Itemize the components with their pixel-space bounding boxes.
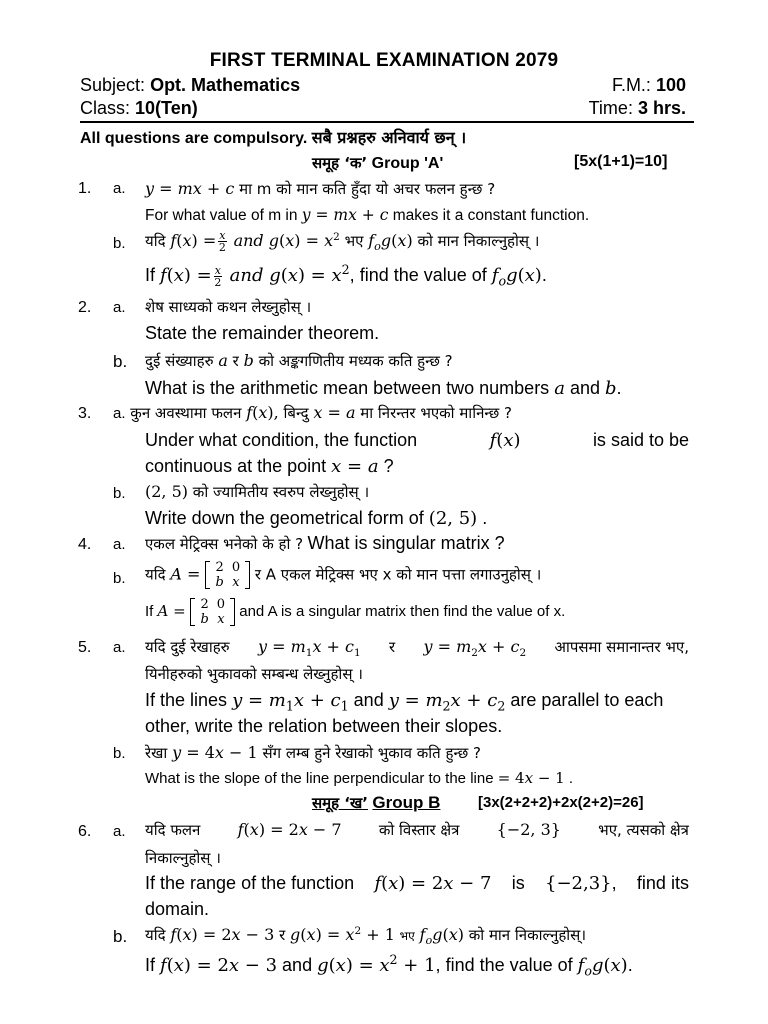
q2-number: 2. [78,299,92,316]
q6b-en-pre: If [145,955,156,975]
group-a-heading [312,153,443,173]
q3a-en-line1: Under what condition, the function f(x) is said to be [145,430,689,451]
group-b-label-en: Group B [372,793,441,812]
q6b-en-and: and [282,955,313,975]
q3-number: 3. [78,405,92,422]
q4b-np-pre: यदि [145,565,166,584]
matrix-a: 2 0 b x [205,560,250,590]
q5a-np-r: र [389,638,396,656]
q3a-en-l1-post: is said to be [592,430,689,450]
q1b-letter: b. [113,235,126,252]
q1b-np-post: भए [344,232,364,250]
q6b-np-r: र [279,926,286,944]
q1a-np-text: मा m को मान कति हुँदा यो अचर फलन हुन्छ ? [239,180,496,198]
q3a-en-l2-pre: continuous at the point [145,456,327,476]
q3a-en-line2: continuous at the point x = a ? [145,456,394,477]
q4-number: 4. [78,536,92,553]
q3a-en-l1: Under what condition, the function [145,430,418,450]
q4b-en-post: and A is a singular matrix then find the value of x. [239,602,566,620]
q6a-np-line1: यदि फलन f(x) = 2x − 7 को विस्तार क्षेत्र {−2, 3} भए, त्यसको क्षेत्र [145,820,689,839]
q2b-en-pre: What is the arithmetic mean between two numbers [145,378,550,398]
q5a-en-pre: If the lines [145,690,228,710]
q6b-np: यदि f(x) = 2x − 3 र $g(x) = x^2 + 1$ भए $f_og(x)$ को मान निकाल्नुहोस्। [145,925,587,948]
q6a-en-mid: is [511,873,525,893]
q1-number: 1. [78,180,92,197]
time-label: Time: [588,98,633,118]
q3a-letter: a. [113,405,126,422]
time-line [589,98,686,119]
q2b-letter: b. [113,352,128,371]
group-b-heading [312,793,440,813]
subject-value: Opt. Mathematics [150,75,301,95]
q4a-letter: a. [113,536,126,553]
q6b-np-post: भए [399,929,415,943]
q5a-en-line1: If the lines $y = m_1x + c_1$ and $y = m_2x + c_2$ are parallel to each [145,690,664,714]
q5a-en-line2: other, write the relation between their slopes. [145,716,503,736]
q6-number: 6. [78,823,92,840]
class-label: Class: [80,98,131,118]
q6a-en-post: find its [636,873,689,893]
q1b-en-pre: If [145,265,156,285]
q5b-np-post: सँग लम्ब हुने रेखाको भुकाव कति हुन्छ ? [262,744,482,762]
q3b-letter: b. [113,485,126,502]
q1b-en-mid: find the value of [359,265,487,285]
q4b-np-post: र A एकल मेट्रिक्स भए x को मान पत्ता लगाउनुहोस् । [254,565,542,584]
time-value: 3 hrs. [637,98,686,118]
exam-title: FIRST TERMINAL EXAMINATION 2079 [209,50,559,71]
q4a-np: एकल मेट्रिक्स भनेको के हो ? [145,535,304,553]
q6b-en-mid: find the value of [445,955,573,975]
q1b-en: If f(x) = $\frac{x}{2}$ and $g(x) = x^2$, find the value of $f_og(x)$. [145,262,547,289]
q1a-en-pre: For what value of m in [145,207,298,224]
q5b-np-pre: रेखा [145,744,168,762]
q6a-en-line2: domain. [145,899,210,919]
q1a-np: y = mx + c मा m को मान कति हुँदा यो अचर फलन हुन्छ ? [145,179,496,198]
q4b-en: If A = 2 0 b x and A is a singular matrix then find the value of x. [145,597,566,627]
q2b-en: What is the arithmetic mean between two numbers a and b. [145,378,622,399]
subject-label: Subject: [80,75,146,95]
q5b-np: रेखा y = 4x − 1 सँग लम्ब हुने रेखाको भुकाव कति हुन्छ ? [145,743,482,762]
group-a-label-en: Group 'A' [371,155,444,172]
q1b-np-end: को मान निकाल्नुहोस् । [417,232,540,250]
q1b-np: यदि f(x) = $\frac{x}{2}$ and $g(x) = x^2$ भए $f_og(x)$ को मान निकाल्नुहोस् । [145,229,540,254]
instruction-en: All questions are compulsory. [80,130,308,147]
q1a-en: For what value of m in y = mx + c makes it a constant function. [145,206,590,224]
q2b-np-r: र [232,352,239,370]
q6b-np-pre: यदि [145,926,166,944]
q2b-np: दुई संख्याहरु a र b को अङ्कगणितीय मध्यक कति हुन्छ ? [145,351,453,370]
q3a-np: a. कुन अवस्थामा फलन f(x), बिन्दु x = a मा निरन्तर भएको मानिन्छ ? [113,403,512,422]
matrix-a-en: 2 0 b x [190,597,235,627]
q3a-np-pre: कुन अवस्थामा फलन [130,404,242,422]
q6a-letter: a. [113,823,126,840]
subject-line [80,75,300,96]
q2b-np-post: को अङ्कगणितीय मध्यक कति हुन्छ ? [258,352,453,370]
group-a-marks: [5x(1+1)=10] [574,153,668,170]
q5a-en-post: are parallel to each [510,690,664,710]
header-rule [80,121,694,123]
instruction-np: सबै प्रश्नहरु अनिवार्य छन् । [311,128,467,147]
q4a [145,533,505,554]
q6a-en-line1: If the range of the function f(x) = 2x − 7 is {−2,3}, find its [145,873,689,894]
q2a-letter: a. [113,299,126,316]
q5-number: 5. [78,639,92,656]
q4b-en-pre: If [145,602,154,620]
q6a-np-mid: को विस्तार क्षेत्र [378,821,460,839]
q3a-np-post: मा निरन्तर भएको मानिन्छ ? [360,404,512,422]
q2a-en: State the remainder theorem. [145,323,380,343]
q5a-np-line2: यिनीहरुको भुकावको सम्बन्ध लेख्नुहोस् । [145,665,363,683]
q3b-np: (2, 5) को ज्यामितीय स्वरुप लेख्नुहोस् । [145,482,370,501]
q2b-en-and: and [569,378,600,398]
q4b-np: यदि A = 2 0 b x र A एकल मेट्रिक्स भए x को मान पत्ता लगाउनुहोस् । [145,560,542,590]
q6a-np-post: भए, त्यसको क्षेत्र [598,821,689,839]
q1a-en-post: makes it a constant function. [392,207,590,224]
q1b-np-pre: यदि [145,232,166,250]
q5a-letter: a. [113,639,126,656]
q5a-np-line1: यदि दुई रेखाहरु $y = m_1x + c_1$ र $y = m_2x + c_2$ आपसमा समानान्तर भए, [145,637,689,659]
class-value: 10(Ten) [135,98,198,118]
q2b-np-pre: दुई संख्याहरु [145,352,214,370]
q6b-np-end: को मान निकाल्नुहोस्। [468,926,587,944]
q3a-np-mid: बिन्दु [283,404,309,422]
q6b-letter: b. [113,927,128,946]
group-a-label-np: समूह ‘क’ [312,154,368,172]
q5b-letter: b. [113,745,126,762]
q5b-en-pre: What is the slope of the line perpendicular to the line [145,770,494,787]
instructions [80,126,466,148]
q5a-en-and: and [353,690,384,710]
q6a-np-line2: निकाल्नुहोस् । [145,849,221,867]
q6a-np-pre: यदि फलन [145,821,201,839]
q5a-np-post: आपसमा समानान्तर भए, [554,638,689,656]
q5a-np-pre: यदि दुई रेखाहरु [145,638,230,656]
fm-value: 100 [655,75,686,95]
q6b-en: If f(x) = 2x − 3 and $g(x) = x^2 + 1$, find the value of $f_og(x)$. [145,952,633,979]
q2a-np: शेष साध्यको कथन लेख्नुहोस् । [145,298,312,316]
q6a-en-pre: If the range of the function [145,873,355,893]
q4a-en: What is singular matrix ? [307,533,505,553]
q3b-np-text: को ज्यामितीय स्वरुप लेख्नुहोस् । [192,483,370,501]
q3b-en: Write down the geometrical form of (2, 5) . [145,508,488,529]
q3b-en-pre: Write down the geometrical form of [145,508,424,528]
full-marks [612,75,686,96]
fm-label: F.M.: [611,75,651,95]
q4b-letter: b. [113,570,126,587]
group-b-label-np: समूह ‘ख’ [312,794,368,812]
group-b-marks: [3x(2+2+2)+2x(2+2)=26] [478,794,644,811]
q5b-en: What is the slope of the line perpendicular to the line = 4x − 1 . [145,769,574,787]
q1a-letter: a. [113,180,126,197]
class-line [80,98,198,119]
